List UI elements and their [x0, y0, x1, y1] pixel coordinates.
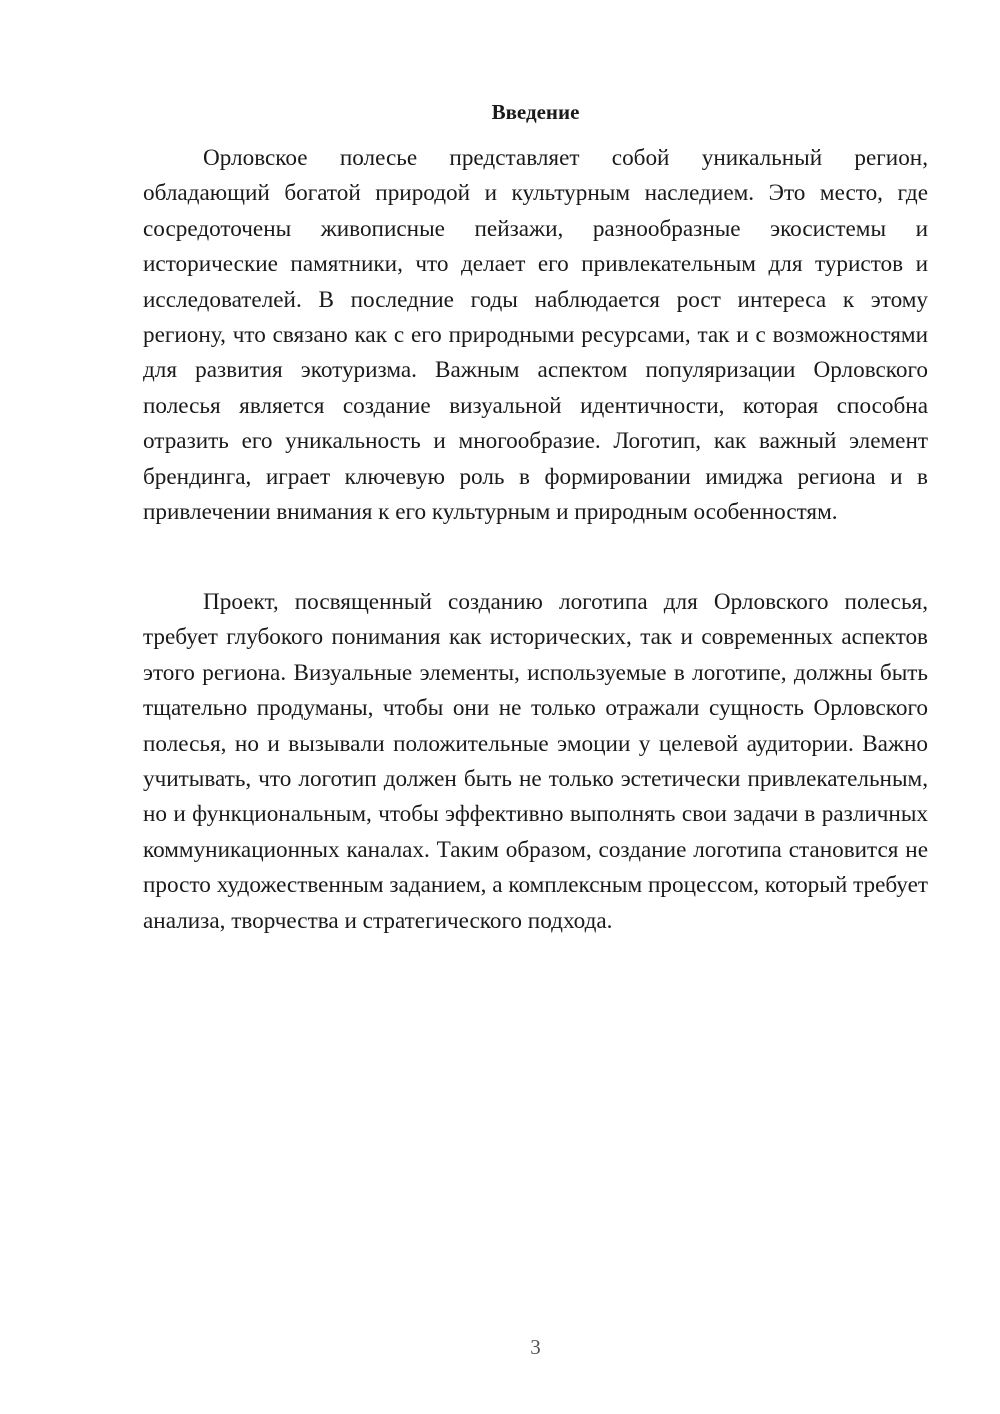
- intro-paragraph-2: Проект, посвященный созданию логотипа для Орловского полесья, требует глубокого понимания как исторических, так и современных аспектов этого региона. Визуальные элементы, используемые в логотипе, должны быть тщательно продуманы, чтобы они не только отражали сущность Орловского полесья, но и вызывали положительные эмоции у целевой аудитории. Важно учитывать, что логотип должен быть не только эстетически привлекательным, но и функциональным, чтобы эффективно выполнять свои задачи в различных коммуникационных каналах. Таким образом, создание логотипа становится не просто художественным заданием, а комплексным процессом, который требует анализа, творчества и стратегического подхода.: [143, 589, 928, 934]
- section-heading: Введение: [491, 100, 580, 124]
- intro-paragraph-1: Орловское полесье представляет собой уникальный регион, обладающий богатой природой и культурным наследием. Это место, где сосредоточены живописные пейзажи, разнообразные экосистемы и исторические памятники, что делает его привлекательным для туристов и исследователей. В последние годы наблюдается рост интереса к этому региону, что связано как с его природными ресурсами, так и с возможностями для развития экотуризма. Важным аспектом популяризации Орловского полесья является создание визуальной идентичности, которая способна отразить его уникальность и многообразие. Логотип, как важный элемент брендинга, играет ключевую роль в формировании имиджа региона и в привлечении внимания к его культурным и природным особенностям.: [143, 145, 928, 526]
- page-number: 3: [530, 1335, 541, 1359]
